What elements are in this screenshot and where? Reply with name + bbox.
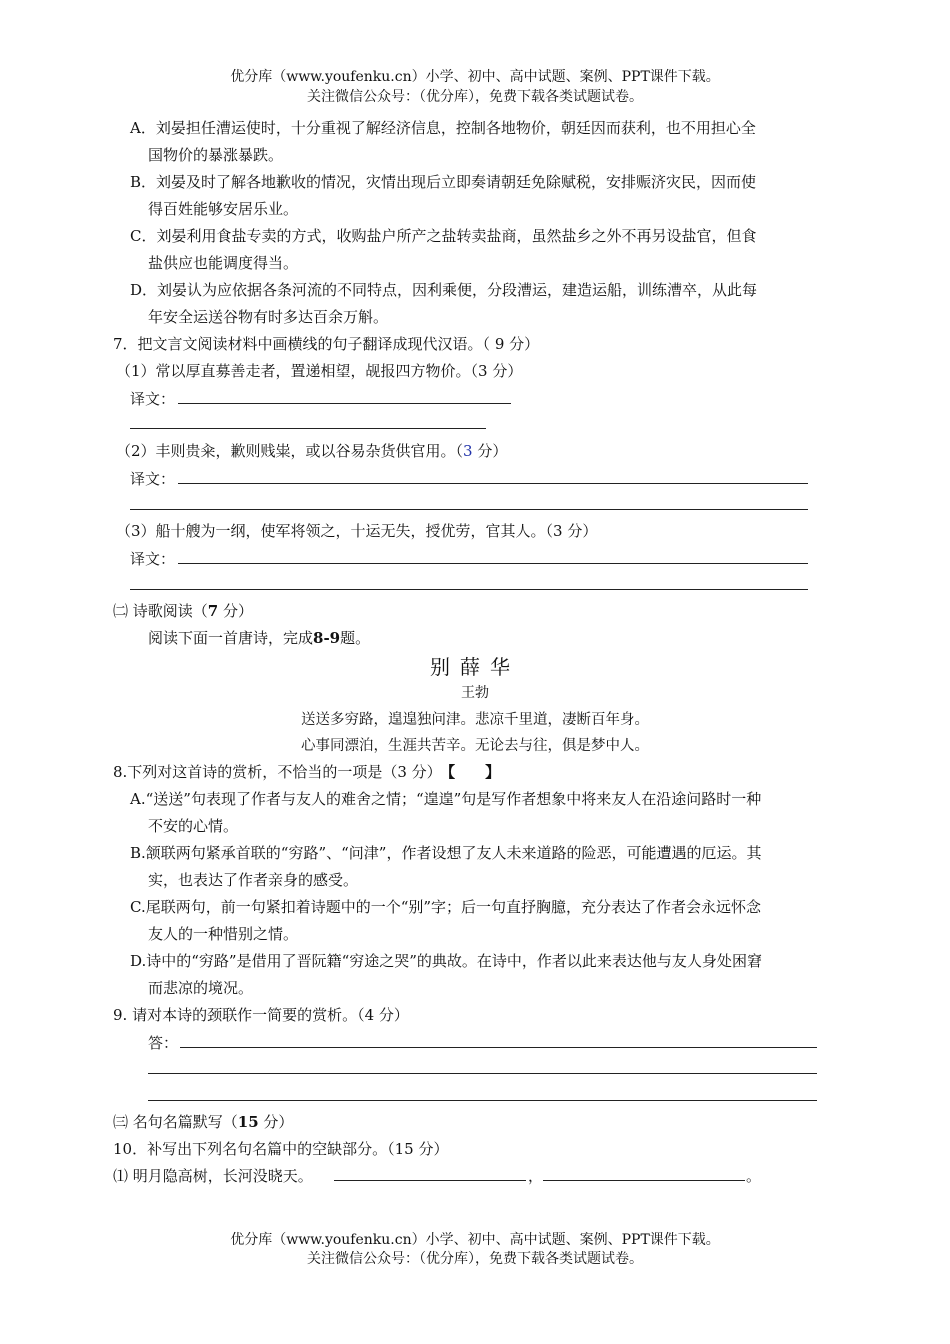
q8-option-d-line2: 而悲凉的境况。 <box>148 979 254 997</box>
section-2-intro: 阅读下面一首唐诗，完成8-9题。 <box>148 629 371 647</box>
q8-option-a-line1: A.“送送”句表现了作者与友人的难舍之情；“遑遑”句是写作者想象中将来友人在沿途问路时一种 <box>130 790 762 808</box>
header-line-2: 关注微信公众号：（优分库），免费下载各类试题试卷。 <box>307 89 643 105</box>
q9-answer-label: 答： <box>148 1034 179 1052</box>
q10-item-1: ⑴ 明月隐高树，长河没晓天。 <box>113 1167 313 1185</box>
q7-sentence-3: （3）船十艘为一纲，使军将领之，十运无失，授优劳，官其人。（3 分） <box>116 522 598 540</box>
poem-line-2: 心事同漂泊，生涯共苦辛。无论去与往，俱是梦中人。 <box>301 738 649 754</box>
q10-blank-1[interactable] <box>334 1180 526 1181</box>
q8-option-d-line1: D.诗中的“穷路”是借用了晋阮籍“穷途之哭”的典故。在诗中，作者以此来表达他与友人身处困窘 <box>130 952 762 970</box>
q6-option-d-line1: D．刘晏认为应依据各条河流的不同特点，因利乘便，分段漕运，建造运船，训练漕卒，从此每 <box>130 281 758 299</box>
q8-option-c-line2: 友人的一种惜别之情。 <box>148 925 299 943</box>
section-3-title: ㈢ 名句名篇默写（15 分） <box>113 1113 294 1131</box>
footer-line-1: 优分库（www.youfenku.cn）小学、初中、高中试题、案例、PPT课件下载。 <box>230 1232 720 1248</box>
q6-option-b-line2: 得百姓能够安居乐业。 <box>148 200 299 218</box>
q6-option-a-line2: 国物价的暴涨暴跌。 <box>148 146 284 164</box>
q9-stem: 9. 请对本诗的颈联作一简要的赏析。（4 分） <box>113 1006 409 1024</box>
poem-title: 别薛华 <box>430 655 520 679</box>
q6-option-a-line1: A．刘晏担任漕运使时，十分重视了解经济信息，控制各地物价，朝廷因而获利，也不用担心全 <box>130 119 756 137</box>
q10-comma: ， <box>528 1167 544 1185</box>
q7-answer-line-1a[interactable] <box>178 403 511 404</box>
q7-answer-line-3b[interactable] <box>130 589 808 590</box>
q6-option-b-line1: B．刘晏及时了解各地歉收的情况，灾情出现后立即奏请朝廷免除赋税，安排赈济灾民，因而使 <box>130 173 757 191</box>
q7-answer-line-2b[interactable] <box>130 509 808 510</box>
q7-sentence-1: （1）常以厚直募善走者，置递相望，觇报四方物价。（3 分） <box>116 362 523 380</box>
q7-yiwen-3-label: 译文： <box>130 550 176 568</box>
q7-stem: 7．把文言文阅读材料中画横线的句子翻译成现代汉语。（ 9 分） <box>113 335 540 353</box>
q8-option-b-line2: 实，也表达了作者亲身的感受。 <box>148 871 359 889</box>
footer-line-2: 关注微信公众号：（优分库），免费下载各类试题试卷。 <box>307 1251 643 1267</box>
answer-bracket[interactable]: 【 】 <box>447 763 501 781</box>
q7-yiwen-2-label: 译文： <box>130 470 176 488</box>
q7-answer-line-2a[interactable] <box>178 483 808 484</box>
q7-answer-line-1b[interactable] <box>130 428 486 429</box>
q9-answer-line-2[interactable] <box>148 1073 817 1074</box>
q7-sentence-2: （2）丰则贵籴，歉则贱粜，或以谷易杂货供官用。（3 分） <box>116 442 508 460</box>
q8-option-c-line1: C.尾联两句，前一句紧扣着诗题中的一个“别”字；后一句直抒胸臆，充分表达了作者会永远怀念 <box>130 898 762 916</box>
q7-answer-line-3a[interactable] <box>178 563 808 564</box>
header-line-1: 优分库（www.youfenku.cn）小学、初中、高中试题、案例、PPT课件下载。 <box>230 69 720 85</box>
q8-option-b-line1: B.颔联两句紧承首联的“穷路”、“问津”，作者设想了友人未来道路的险恶，可能遭遇的厄运。其 <box>130 844 762 862</box>
poem-line-1: 送送多穷路，遑遑独问津。悲凉千里道，凄断百年身。 <box>301 712 649 728</box>
q9-answer-line-1[interactable] <box>180 1047 817 1048</box>
q6-option-c-line2: 盐供应也能调度得当。 <box>148 254 299 272</box>
poem-author: 王勃 <box>461 685 489 701</box>
q10-stem: 10．补写出下列名句名篇中的空缺部分。（15 分） <box>113 1140 449 1158</box>
q6-option-c-line1: C．刘晏利用食盐专卖的方式，收购盐户所产之盐转卖盐商，虽然盐乡之外不再另设盐官，但食 <box>130 227 757 245</box>
q10-period: 。 <box>746 1167 762 1185</box>
q7-yiwen-1-label: 译文： <box>130 390 176 408</box>
section-2-title: ㈡ 诗歌阅读（7 分） <box>113 602 253 620</box>
q8-stem: 8.下列对这首诗的赏析，不恰当的一项是（3 分） 【 】 <box>113 763 501 781</box>
q6-option-d-line2: 年安全运送谷物有时多达百余万斛。 <box>148 308 389 326</box>
q10-blank-2[interactable] <box>543 1180 745 1181</box>
q9-answer-line-3[interactable] <box>148 1100 817 1101</box>
q8-option-a-line2: 不安的心情。 <box>148 817 239 835</box>
